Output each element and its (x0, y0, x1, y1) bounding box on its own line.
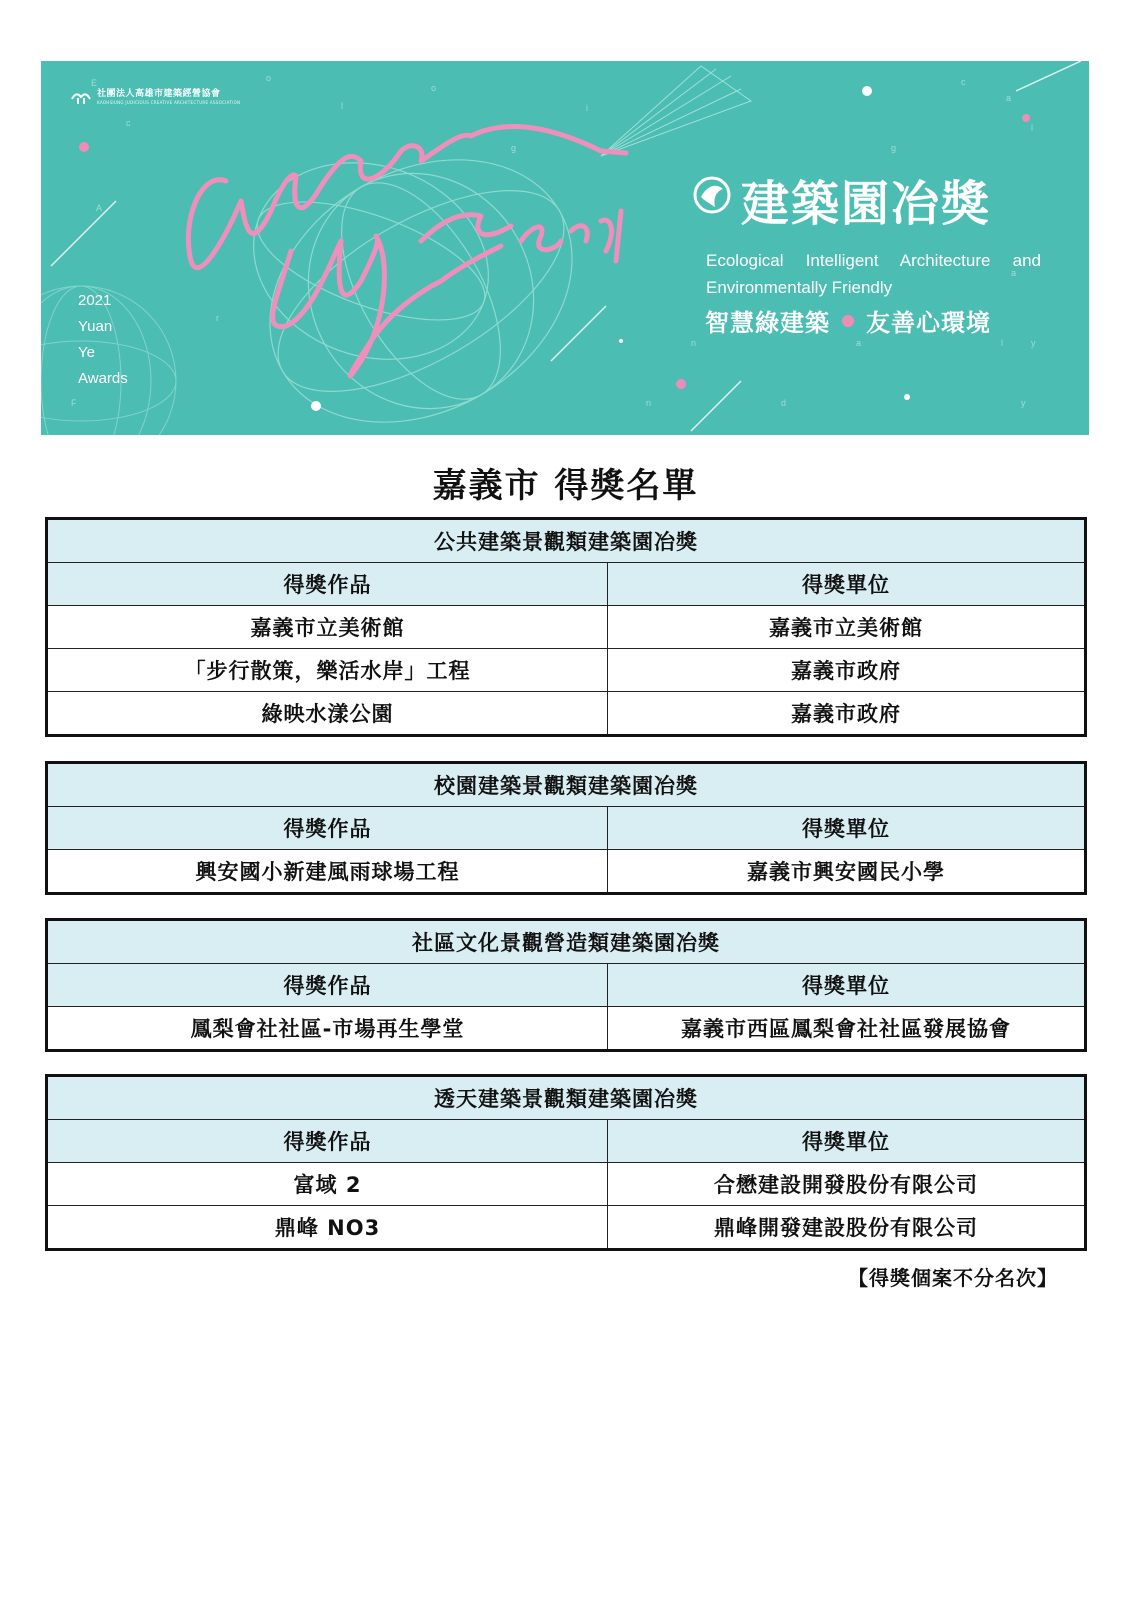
svg-text:i: i (586, 103, 588, 113)
table-row (47, 1163, 1086, 1206)
award-table-public (45, 517, 1087, 737)
category-title: 校園建築景觀類建築園冶獎 (47, 763, 1086, 807)
svg-text:A: A (96, 203, 103, 213)
banner-left-line: 2021 (78, 292, 112, 309)
award-table-community (45, 918, 1087, 1052)
table-row (47, 1206, 1086, 1250)
banner-left-title (78, 288, 128, 392)
column-header-unit: 得獎單位 (608, 1120, 1086, 1163)
category-title: 公共建築景觀類建築園冶獎 (47, 519, 1086, 563)
column-header-unit: 得獎單位 (608, 964, 1086, 1007)
svg-text:a: a (1006, 93, 1012, 103)
svg-text:y: y (1031, 338, 1036, 348)
column-header-unit: 得獎單位 (608, 563, 1086, 606)
banner-left-line: Awards (78, 370, 128, 387)
column-header-work: 得獎作品 (47, 964, 608, 1007)
table-row (47, 692, 1086, 736)
svg-text:l: l (1001, 338, 1003, 348)
org-logo (71, 89, 240, 105)
banner-left-line: Ye (78, 344, 95, 361)
award-english-line: Ecological Intelligent Architecture and (706, 251, 1041, 270)
banner-left-line: Yuan (78, 318, 113, 335)
svg-text:l: l (341, 101, 343, 111)
award-unit: 嘉義市政府 (608, 692, 1086, 736)
svg-text:r: r (216, 313, 219, 323)
column-header-unit: 得獎單位 (608, 807, 1086, 850)
svg-text:o: o (266, 73, 272, 83)
table-row (47, 606, 1086, 649)
svg-text:n: n (691, 338, 697, 348)
award-work: 鼎峰 NO3 (47, 1206, 608, 1250)
award-unit: 鼎峰開發建設股份有限公司 (608, 1206, 1086, 1250)
award-work: 鳳梨會社社區-市場再生學堂 (47, 1007, 608, 1051)
award-english-line: Environmentally Friendly (706, 278, 893, 297)
column-header-work: 得獎作品 (47, 807, 608, 850)
table-row (47, 1007, 1086, 1051)
award-unit: 嘉義市西區鳳梨會社社區發展協會 (608, 1007, 1086, 1051)
org-name-en: KAOHSIUNG JUDICIOUS CREATIVE ARCHITECTURE ASSOCIATION (97, 100, 241, 105)
slogan-left: 智慧綠建築 (705, 308, 830, 337)
slogan-dot-icon (842, 315, 854, 327)
award-title-text: 建築園冶獎 (741, 176, 992, 232)
org-logo-icon (71, 89, 91, 105)
award-work: 「步行散策，樂活水岸」工程 (47, 649, 608, 692)
svg-text:d: d (781, 398, 787, 408)
award-english-title (706, 247, 1041, 301)
table-row (47, 649, 1086, 692)
award-title (691, 165, 991, 234)
award-table-townhouse (45, 1074, 1087, 1251)
slogan (705, 303, 991, 338)
award-table-campus (45, 761, 1087, 895)
award-unit: 嘉義市興安國民小學 (608, 850, 1086, 894)
column-header-work: 得獎作品 (47, 563, 608, 606)
svg-text:a: a (1011, 268, 1017, 278)
award-unit: 合懋建設開發股份有限公司 (608, 1163, 1086, 1206)
svg-text:g: g (891, 143, 897, 153)
svg-text:y: y (1021, 398, 1026, 408)
svg-text:a: a (856, 338, 862, 348)
svg-text:F: F (71, 398, 77, 408)
award-work: 富域 2 (47, 1163, 608, 1206)
svg-text:E: E (91, 78, 98, 88)
header-banner (41, 61, 1089, 435)
column-header-work: 得獎作品 (47, 1120, 608, 1163)
table-row (47, 850, 1086, 894)
slogan-right: 友善心環境 (866, 308, 991, 337)
award-work: 綠映水漾公園 (47, 692, 608, 736)
footnote: 【得獎個案不分名次】 (848, 1266, 1058, 1290)
svg-text:g: g (511, 143, 517, 153)
award-work: 興安國小新建風雨球場工程 (47, 850, 608, 894)
svg-text:c: c (126, 118, 131, 128)
svg-text:o: o (431, 83, 437, 93)
category-title: 透天建築景觀類建築園冶獎 (47, 1076, 1086, 1120)
category-title: 社區文化景觀營造類建築園冶獎 (47, 920, 1086, 964)
svg-text:l: l (1031, 123, 1033, 133)
award-unit: 嘉義市政府 (608, 649, 1086, 692)
page-title: 嘉義市 得獎名單 (432, 466, 699, 506)
org-name: 社團法人高雄市建築經營協會 (97, 89, 221, 99)
svg-text:c: c (961, 77, 966, 87)
award-unit: 嘉義市立美術館 (608, 606, 1086, 649)
award-work: 嘉義市立美術館 (47, 606, 608, 649)
svg-text:n: n (646, 398, 652, 408)
award-logo-icon (691, 175, 733, 225)
